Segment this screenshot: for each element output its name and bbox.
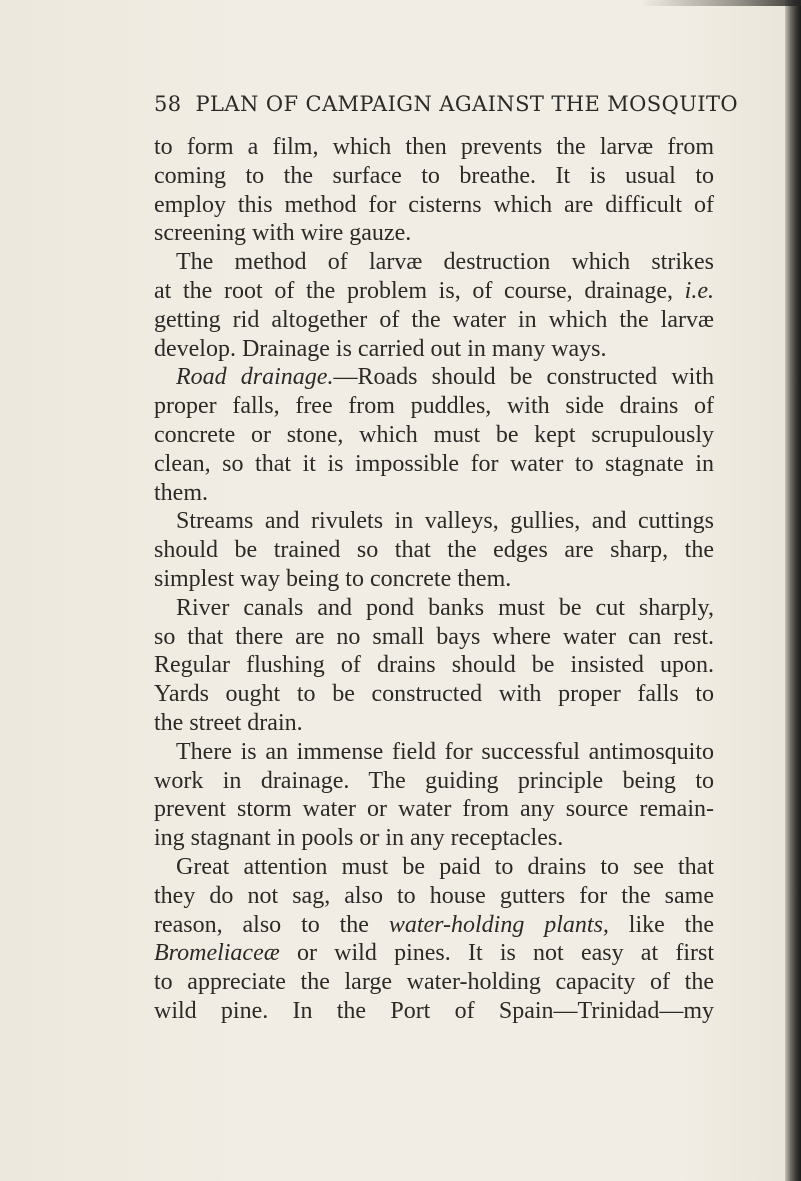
- text-line: [154, 939, 714, 968]
- text-run: to form a film, which then prevents the larvæ from: [154, 134, 714, 160]
- running-header: [154, 92, 739, 116]
- text-line: [154, 882, 714, 911]
- text-run: concrete or stone, which must be kept scrupulously: [154, 421, 714, 448]
- text-run: they do not sag, also to house gutters for the same: [154, 882, 714, 909]
- text-run: screening with wire gauze.: [154, 220, 412, 247]
- text-line: [154, 133, 714, 162]
- text-line: [154, 219, 714, 248]
- text-run: or wild pines. It is not easy at first: [279, 940, 714, 967]
- text-line: [154, 507, 714, 536]
- text-run: Streams and rivulets in valleys, gullies, and cuttings: [176, 508, 714, 535]
- text-line: [154, 450, 714, 479]
- text-line: [154, 911, 714, 940]
- italic-run: Bromeliaceæ: [154, 940, 280, 967]
- text-run: the street drain.: [154, 709, 303, 736]
- italic-run: i.e.: [684, 277, 714, 304]
- text-line: [154, 709, 714, 738]
- text-line: [154, 623, 714, 652]
- text-line: [154, 767, 714, 796]
- text-line: [154, 277, 714, 306]
- text-run: reason, also to the: [154, 911, 369, 938]
- text-run: at the root of the problem is, of course, drainage,: [154, 277, 673, 304]
- text-line: [154, 795, 714, 824]
- page-binding-edge: [785, 0, 801, 1181]
- text-run: develop. Drainage is carried out in many ways.: [154, 335, 607, 362]
- text-run: River canals and pond banks must be cut sharply,: [176, 594, 714, 621]
- text-run: to appreciate the large water-holding capacity of the: [154, 969, 714, 996]
- text-run: Great attention must be paid to drains to see that: [176, 853, 714, 880]
- text-line: [154, 651, 714, 680]
- italic-run: water-holding plants,: [388, 911, 609, 938]
- text-run: —Roads should be constructed with: [333, 364, 714, 391]
- text-line: [154, 306, 714, 335]
- text-line: [154, 335, 714, 364]
- running-title: PLAN OF CAMPAIGN AGAINST THE MOSQUITO: [195, 92, 739, 116]
- text-run: ing stagnant in pools or in any receptacles.: [154, 825, 564, 852]
- text-run: work in drainage. The guiding principle being to: [154, 767, 714, 794]
- text-line: [154, 479, 714, 508]
- text-line: [154, 997, 714, 1026]
- text-run: like the: [628, 911, 714, 938]
- text-line: [154, 968, 714, 997]
- text-run: them.: [154, 479, 208, 506]
- text-line: [154, 392, 714, 421]
- text-line: [154, 536, 714, 565]
- page-top-edge-shadow: [641, 0, 801, 6]
- body-text: [154, 133, 714, 1026]
- text-run: employ this method for cisterns which are difficult of: [154, 191, 714, 218]
- text-line: [154, 565, 714, 594]
- text-run: The method of larvæ destruction which strikes: [176, 249, 714, 276]
- text-run: getting rid altogether of the water in which the larvæ: [154, 306, 714, 333]
- text-line: [154, 853, 714, 882]
- text-run: proper falls, free from puddles, with side drains of: [154, 393, 714, 420]
- text-line: [154, 738, 714, 767]
- text-line: [154, 191, 714, 220]
- text-line: [154, 594, 714, 623]
- text-run: simplest way being to concrete them.: [154, 565, 512, 592]
- text-line: [154, 824, 714, 853]
- text-line: [154, 363, 714, 392]
- text-run: wild pine. In the Port of Spain—Trinidad—my: [154, 997, 714, 1024]
- text-run: Yards ought to be constructed with proper falls to: [154, 681, 714, 708]
- text-line: [154, 680, 714, 709]
- text-line: [154, 162, 714, 191]
- italic-run: Road drainage.: [176, 364, 334, 391]
- text-run: coming to the surface to breathe. It is usual to: [154, 162, 714, 189]
- text-run: clean, so that it is impossible for water to stagnate in: [154, 450, 714, 477]
- text-run: should be trained so that the edges are sharp, the: [154, 537, 714, 564]
- page-number: 58: [154, 92, 182, 116]
- text-line: [154, 421, 714, 450]
- text-run: prevent storm water or water from any source remain-: [154, 796, 714, 823]
- text-run: Regular flushing of drains should be insisted upon.: [154, 652, 714, 679]
- text-run: There is an immense field for successful antimosquito: [176, 738, 714, 765]
- text-line: [154, 248, 714, 277]
- text-run: so that there are no small bays where water can rest.: [154, 623, 714, 650]
